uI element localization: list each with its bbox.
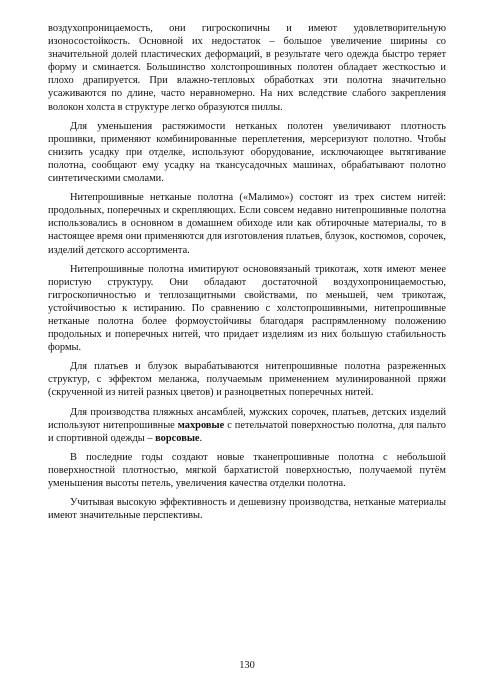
paragraph-8: Учитывая высокую эффективность и дешевизну производства, нетканые материалы имеют значительные перспективы. xyxy=(48,497,446,522)
paragraph-7: В последние годы создают новые тканепрошивные полотна с небольшой поверхностной плотностью, мягкой бархатистой поверхностью, получаемой путём уменьшения высоты петель, увеличения качества отделки полотна. xyxy=(48,451,446,489)
paragraph-1: воздухопроницаемость, они гигроскопичны и имеют удовлетворительную изоносостойкость. Основной их недостаток – большое увеличение ширины со значительной долей пластических деформаций, в результате чего одежда быстро теряет форму и сминается. Большинство холстопрошивных полотен обладает жесткостью и плохо драпируется. При влажно-тепловых обработках эти полотна значительно усаживаются по длине, часто неравномерно. На них вследствие слабого закрепления волокон холста в структуре легко образуются пиллы. xyxy=(48,23,446,113)
paragraph-6-run-5: . xyxy=(199,432,203,444)
paragraph-2: Для уменьшения растяжимости нетканых полотен увеличивают плотность прошивки, применяют комбинированные переплетения, мерсеризуют полотно. Чтобы снизить усадку при отделке, используют оборудование, исключающее вытягивание полотна, сообщают ему усадку на ткансусадочных машинах, обрабатывают полотно синтетическими смолами. xyxy=(48,120,446,185)
paragraph-6-run-3: с петельчатой поверхностью полотна, для пальто и спортивной одежды – xyxy=(48,419,446,444)
paragraph-6-run-2: махровые xyxy=(177,419,225,431)
paragraph-6-run-4: ворсовые xyxy=(155,432,200,444)
paragraph-6-run-1: Для производства пляжных ансамблей, мужских сорочек, платьев, детских изделий используют нитепрошивные xyxy=(48,406,446,431)
paragraph-5: Для платьев и блузок вырабатываются нитепрошивные полотна разреженных структур, с эффектом меланжа, получаемым применением мулинированной пряжи (скрученной из нитей разных цветов) и разноцветных поперечных нитей. xyxy=(48,361,446,399)
page-number: 130 xyxy=(239,660,255,671)
body-text xyxy=(48,22,446,522)
paragraph-4: Нитепрошивные полотна имитируют основовязаный трикотаж, хотя имеют менее пористую структуру. Они обладают достаточной воздухопроницаемостью, гигроскопичностью и теплозащитными свойствами, по меньшей, чем трикотаж, устойчивостью к истиранию. По сравнению с холстопрошивными, нитепрошивные нетканые полотна более формоустойчивы благодаря распрямленному положению продольных и поперечных нитей, что придает изделиям из них большую стабильность формы. xyxy=(48,263,446,354)
paragraph-3: Нитепрошивные нетканые полотна («Малимо») состоят из трех систем нитей: продольных, поперечных и скрепляющих. Если совсем недавно нитепрошивные полотна использовались в основном в домашнем обиходе или как обтирочные материалы, то в настоящее время они применяются для изготовления платьев, блузок, костюмов, сорочек, изделий детского ассортимента. xyxy=(48,192,446,256)
paragraph-6 xyxy=(48,406,446,445)
